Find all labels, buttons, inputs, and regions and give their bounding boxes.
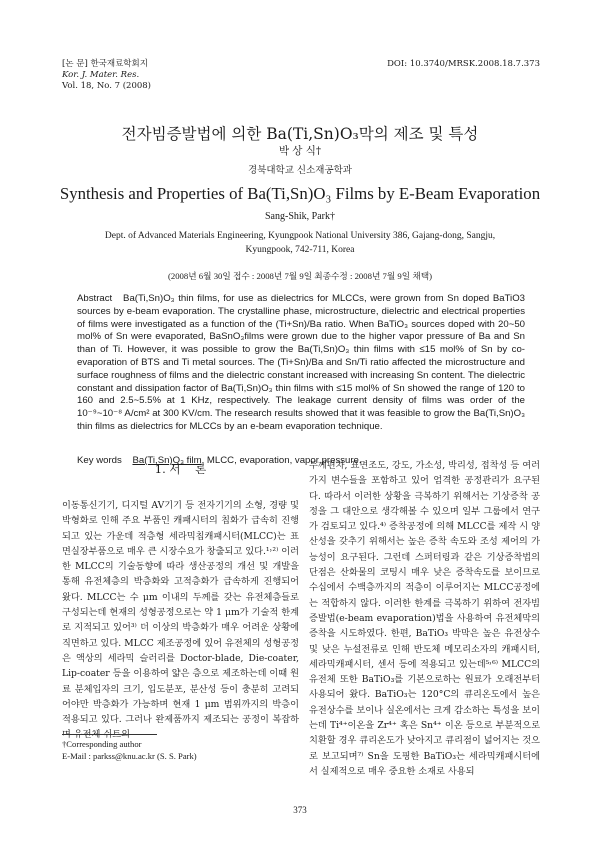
keyword-first: Ba(Ti,Sn)O₃ film [132,455,202,466]
author-english: Sang-Shik, Park† [265,211,335,222]
author-korean: 박 상 식† [278,145,322,157]
body-column-left: 이동통신기기, 디지털 AV기기 등 전자기기의 소형, 경량 및 박형화로 인해 주요 부품인 캐패시터의 칩화가 급속히 진행되고 있는 가운데 적층형 세라믹칩캐패시터(MLCC)는 표면실장부품으로 매우 큰 시장수요가 창출되고 있다.¹˒²⁾ 이러한 MLCC의 기술동향에 따라 생산공정의 개선 및 개발을 통해 유전체층의 박층화와 고적층화가 급속하게 진행되어 왔다. MLCC는 수 μm 이내의 두께를 갖는 유전체층들로 구성되는데 현재의 성형공정으로는 약 1 μm가 기술적 한계로 지적되고 있어³⁾ 더 이상의 박층화가 매우 어려운 상황에 직면하고 있다. MLCC 제조공정에 있어 유전체의 성형공정은 액상의 세라믹 슬러리를 Doctor-blade, Die-coater, Lip-coater 등을 이용하여 얇은 층으로 제조하는데 이때 원료 분체입자의 크기, 입도분포, 분산성 등이 충분히 고려되어야만 박층화가 가능하며 현재 1 μm 범위까지의 박층이 적용되고 있다. 그러나 완제품까지 제조되는 공정이 복잡하며 유전체 쉬트의 [62,500,300,741]
journal-volume: Vol. 18, No. 7 (2008) [62,81,152,91]
journal-abbrev: Kor. J. Mater. Res. [62,70,140,80]
abstract-text: Ba(Ti,Sn)O₃ thin films, for use as dielectrics for MLCCs, were grown from Sn doped BaTiO3 sources by e-beam evaporation. The crystalline phase, microstructure, dielectric and electrical properties of films were investigated as a function of the (Ti+Sn)/Ba ratio. When BaTiO₃ sources doped with 20~50 mol% of Sn were evaporated, BaSnO₃films were grown due to the higher vapor pressure of Ba and Sn than of Ti. However, it was possible to grow the Ba(Ti,Sn)O₃ thin films with ≤15 mol% of Sn by co-evaporation of BTS and Ti metal sources. The (Ti+Sn)/Ba and Sn/Ti ratio affected the microstructure and surface roughness of films and the dielectric constant increased with increasing Sn content. The dielectric constant and dissipation factor of Ba(Ti,Sn)O₃ thin films with ≤15 mol% of Sn showed the range of 120 to 160 and 2.5~5.5% at 1 KHz, respectively. The leakage current density of films was order of the 10⁻⁹~10⁻⁸ A/cm² at 300 KV/cm. The research results showed that it was feasible to grow the Ba(Ti,Sn)O₃ thin films as dielectrics for MLCCs by an e-beam evaporation technique. [77,293,525,432]
footnote [62,738,197,762]
title-english: Synthesis and Properties of Ba(Ti,Sn)O₃ Films by E-Beam Evaporation [59,184,541,203]
section-heading-introduction: 1. 서 론 [154,462,207,476]
keywords-rest: , MLCC, evaporation, vapor pressure. [201,455,362,466]
journal-name-ko: [논 문] 한국재료학회지 [62,59,148,69]
keywords-label: Key words [77,455,122,466]
title-korean: 전자빔증발법에 의한 Ba(Ti,Sn)O₃막의 제조 및 특성 [121,125,479,143]
affiliation-english: Dept. of Advanced Materials Engineering, Kyungpook National University 386, Gajang-dong, Sangju, Kyungpook, 742-711, Korea [104,231,496,255]
affiliation-korean: 경북대학교 신소재공학과 [248,165,352,176]
doi: DOI: 10.3740/MRSK.2008.18.7.373 [387,59,540,69]
abstract [77,293,525,434]
footnote-divider [62,734,157,735]
page-number: 373 [293,805,307,815]
corresponding-author: †Corresponding author [62,739,142,749]
author-email: E-Mail : parkss@knu.ac.kr (S. S. Park) [62,751,197,761]
submission-dates: (2008년 6월 30일 접수 : 2008년 7월 9일 최종수정 : 2008년 7월 9일 채택) [167,271,433,281]
journal-header [62,59,151,92]
abstract-label: Abstract [77,293,113,304]
body-column-right: 두께편차, 표면조도, 강도, 가소성, 박리성, 접착성 등 여러 가지 변수들을 포함하고 있어 엄격한 공정관리가 요구된다. 따라서 이러한 상황을 극복하기 위해서는 기상증착 공정을 그 대안으로 생각해볼 수 있으며 일부 그룹에서 연구가 검토되고 있다.⁴⁾ 증착공정에 의해 MLCC를 제작 시 양산성을 갖추기 위해서는 높은 증착 속도와 조성 제어의 가능성이 요구된다. 그런데 스퍼터링과 같은 기상증착법의 단점은 산화물의 코팅시 매우 낮은 증착속도를 보이므로 수십에서 수백층까지의 적층이 이루어지는 MLCC공정에는 적합하지 않다. 이러한 한계를 극복하기 위하여 전자빔증발법(e-beam evaporation)법을 사용하여 유전체막의 증착을 시도하였다. 한편, BaTiO₃ 박막은 높은 유전상수 및 낮은 누설전류로 인해 반도체 메모리소자의 캐패시터, 세라믹캐패시터, 센서 등에 적용되고 있는데⁵˒⁶⁾ MLCC의 유전체 또한 BaTiO₃를 기본으로하는 원료가 오래전부터 사용되어 왔다. BaTiO₃는 120°C의 큐리온도에서 높은 유전상수를 보이나 실온에서는 크게 감소하는 특성을 보이는데 Ti⁴⁺이온을 Zr⁴⁺ 혹은 Sn⁴⁺ 이온 등으로 부분적으로 치환할 경우 큐리온도가 낮아지고 큐리점이 넓어지는 것으로 보고되며⁷⁾ Sn을 도핑한 BaTiO₃는 세라믹캐패시터에서 실제적으로 매우 중요한 소재로 사용되 [309,460,540,777]
